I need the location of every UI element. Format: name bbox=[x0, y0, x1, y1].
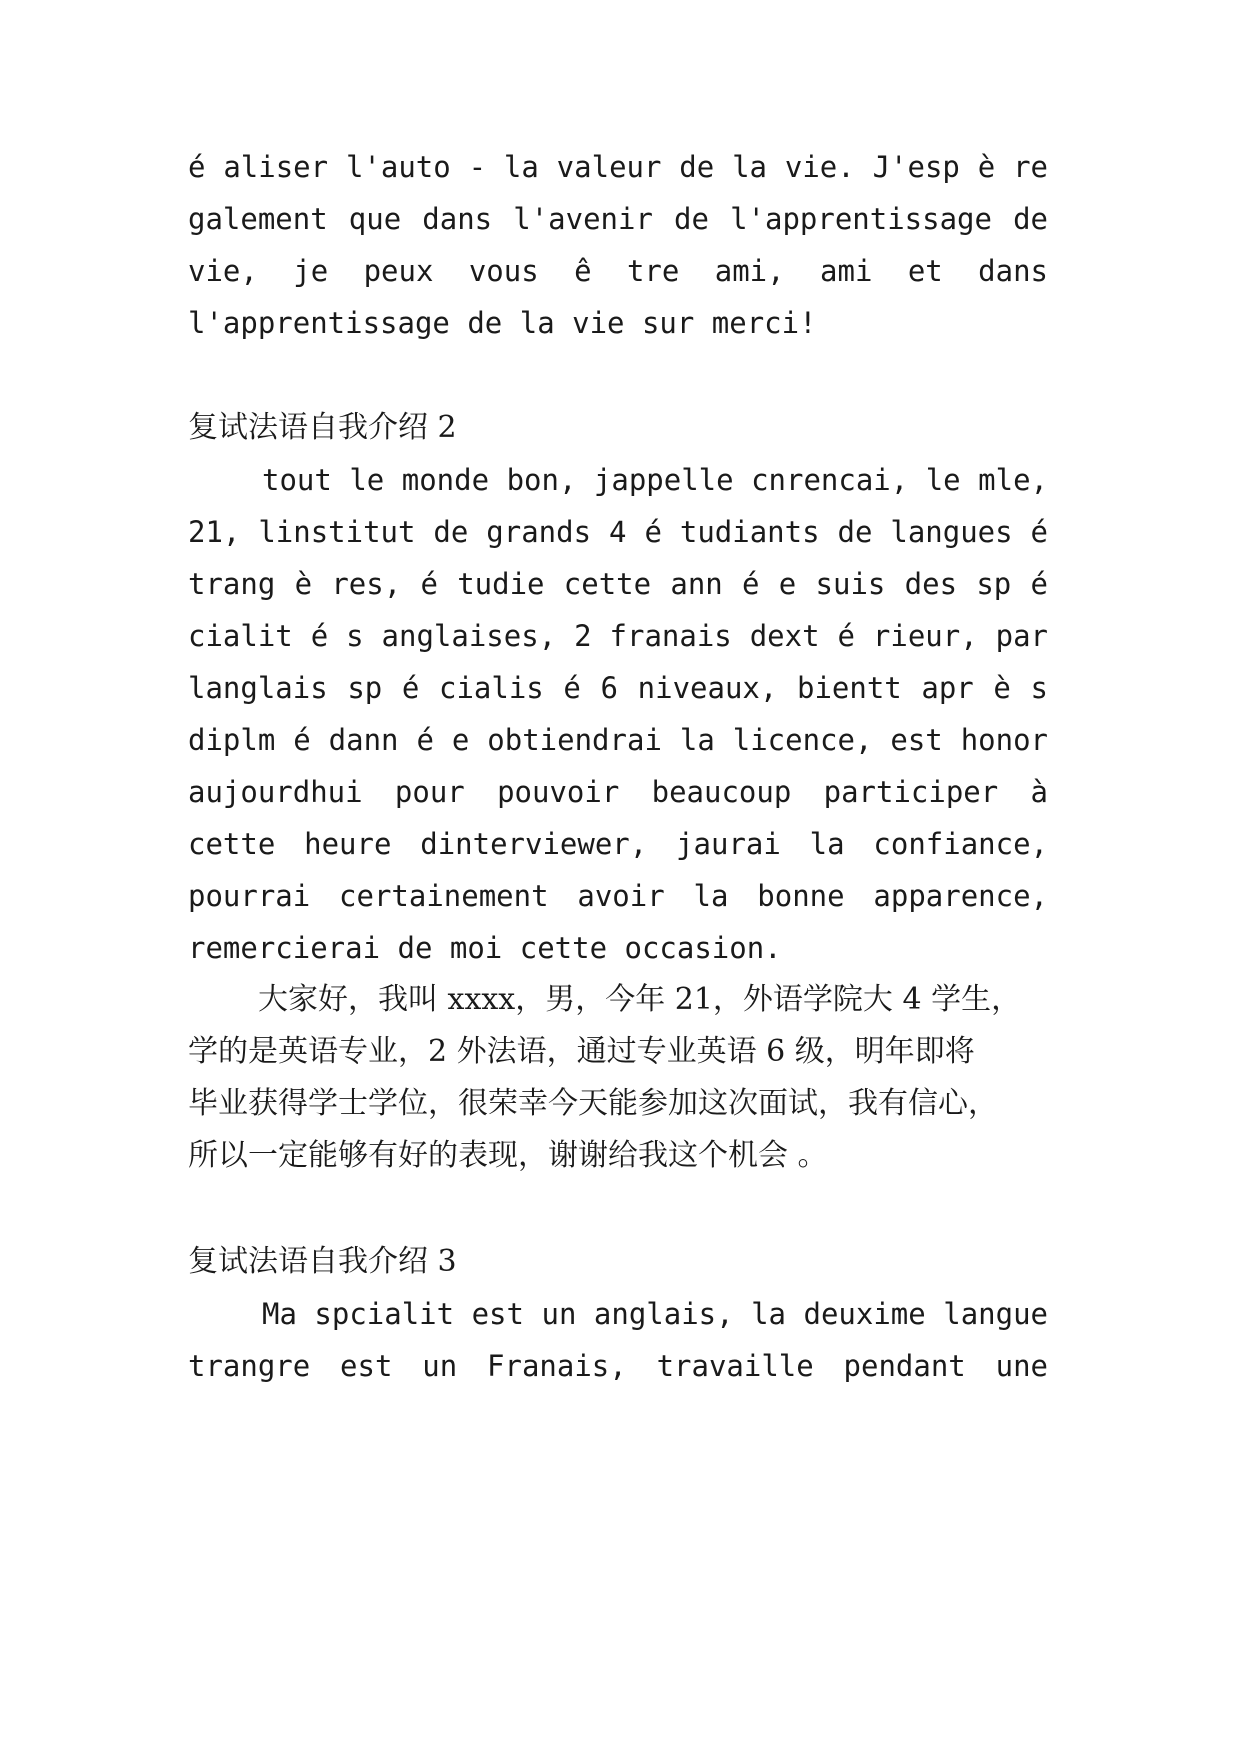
paragraph-line: galement que dans l'avenir de l'apprentissage de bbox=[188, 202, 1048, 236]
paragraph-line: langlais sp é cialis é 6 niveaux, bientt apr è s bbox=[188, 671, 1048, 705]
paragraph-line: cialit é s anglaises, 2 franais dext é rieur, par bbox=[188, 619, 1048, 653]
paragraph-line: trang è res, é tudie cette ann é e suis des sp é bbox=[188, 567, 1048, 601]
paragraph-line: l'apprentissage de la vie sur merci! bbox=[188, 306, 817, 340]
section-heading: 复试法语自我介绍 3 bbox=[188, 1244, 457, 1279]
paragraph-line: 大家好，我叫 xxxx，男，今年 21，外语学院大 4 学生， bbox=[258, 982, 1022, 1017]
paragraph-line: vie, je peux vous ê tre ami, ami et dans bbox=[188, 254, 1048, 288]
paragraph-line: tout le monde bon, jappelle cnrencai, le mle, bbox=[262, 463, 1048, 497]
paragraph-line: Ma spcialit est un anglais, la deuxime langue bbox=[262, 1297, 1048, 1331]
paragraph-line: diplm é dann é e obtiendrai la licence, est honor bbox=[188, 723, 1048, 757]
paragraph-line: trangre est un Franais, travaille pendant une bbox=[188, 1349, 1048, 1383]
paragraph-line: 所以一定能够有好的表现，谢谢给我这个机会 。 bbox=[188, 1138, 828, 1173]
paragraph-line: é aliser l'auto - la valeur de la vie. J'esp è re bbox=[188, 150, 1048, 184]
paragraph-line: cette heure dinterviewer, jaurai la confiance, bbox=[188, 827, 1048, 861]
paragraph-line: aujourdhui pour pouvoir beaucoup participer à bbox=[188, 775, 1048, 809]
section-heading: 复试法语自我介绍 2 bbox=[188, 410, 457, 445]
paragraph-line: 学的是英语专业，2 外法语，通过专业英语 6 级，明年即将 bbox=[188, 1034, 975, 1069]
paragraph-line: 21, linstitut de grands 4 é tudiants de langues é bbox=[188, 515, 1048, 549]
paragraph-line: 毕业获得学士学位，很荣幸今天能参加这次面试，我有信心， bbox=[188, 1086, 998, 1121]
paragraph-line: remercierai de moi cette occasion. bbox=[188, 931, 782, 965]
paragraph-line: pourrai certainement avoir la bonne apparence, bbox=[188, 879, 1048, 913]
